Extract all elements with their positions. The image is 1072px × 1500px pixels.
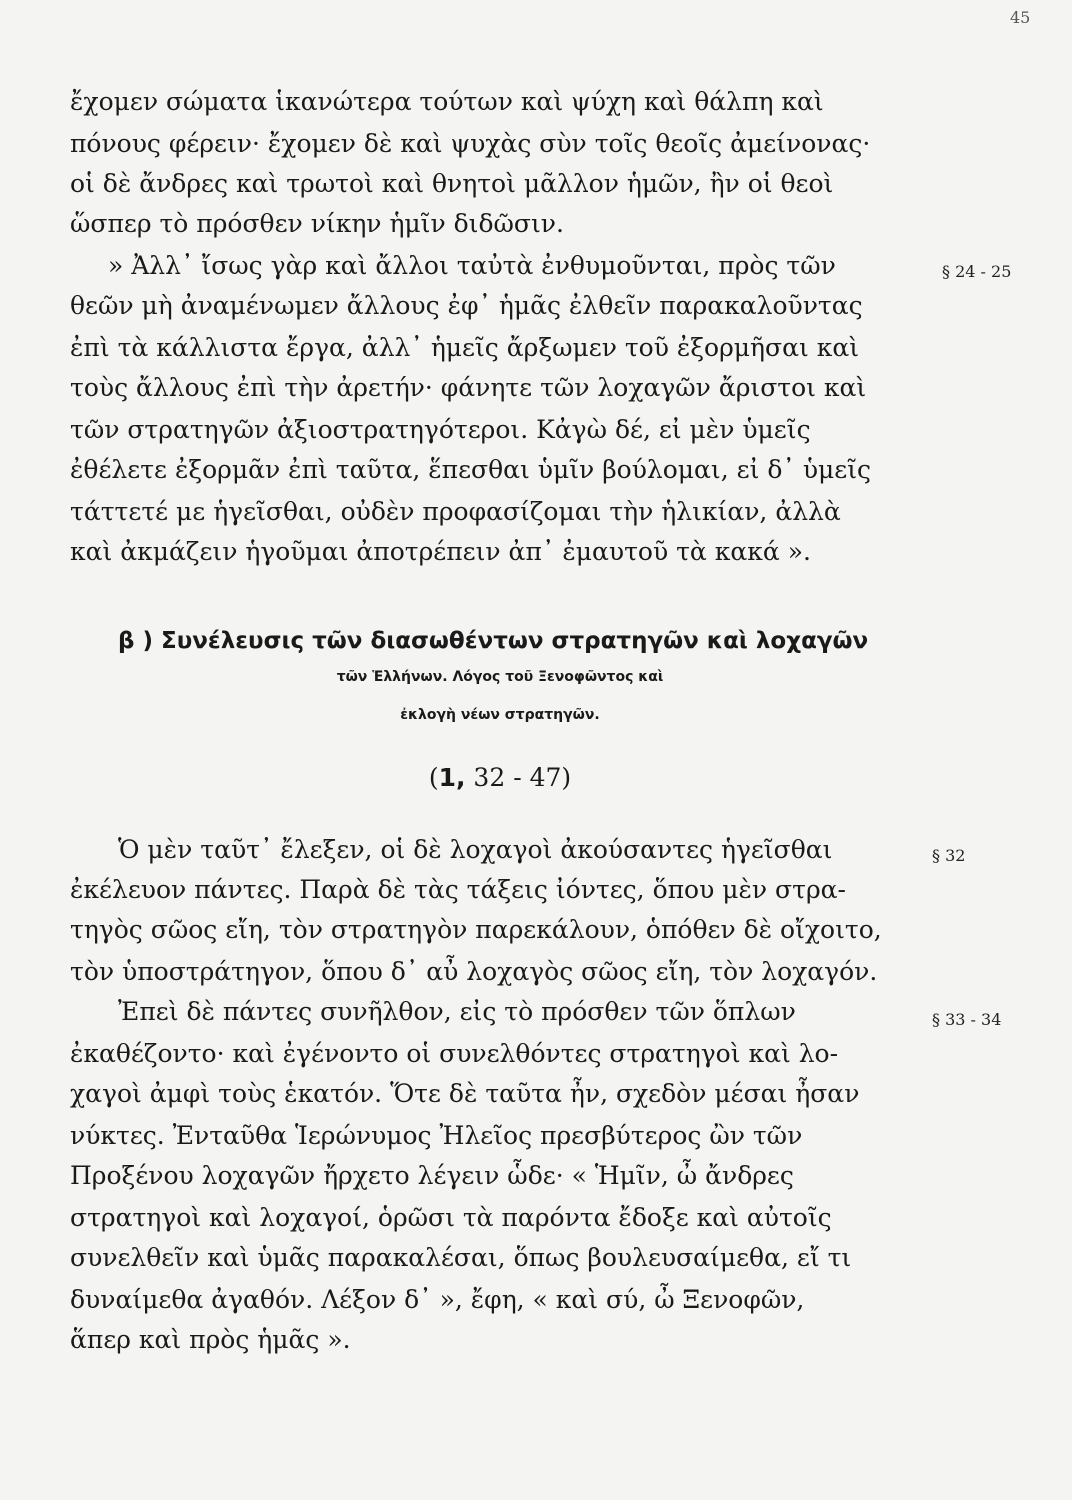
text-line: τοὺς ἄλλους ἐπὶ τὴν ἀρετήν· φάνητε τῶν λοχαγῶν ἄριστοι καὶ [70,373,867,402]
text-line: ἐκέλευον πάντες. Παρὰ δὲ τὰς τάξεις ἰόντες, ὅπου μὲν στρα- [70,875,846,904]
margin-reference: § 32 [932,846,966,865]
section-heading-line: τῶν Ἑλλήνων. Λόγος τοῦ Ξενοφῶντος καὶ [336,669,664,685]
text-line: » Ἀλλ᾽ ἴσως γὰρ καὶ ἄλλοι ταὐτὰ ἐνθυμοῦνται, πρὸς τῶν [108,251,836,280]
text-line: ὥσπερ τὸ πρόσθεν νίκην ἡμῖν διδῶσιν. [70,209,564,238]
margin-reference: § 33 - 34 [932,1010,1002,1029]
text-line: ἔχομεν σώματα ἱκανώτερα τούτων καὶ ψύχη καὶ θάλπη καὶ [70,87,824,116]
text-line: δυναίμεθα ἀγαθόν. Λέξον δ᾽ », ἔφη, « καὶ σύ, ὦ Ξενοφῶν, [70,1285,805,1314]
section-range-paragraphs: 32 - 47 [465,763,562,792]
page-number: 45 [1010,8,1031,27]
text-line: στρατηγοὶ καὶ λοχαγοί, ὁρῶσι τὰ παρόντα ἔδοξε καὶ αὐτοῖς [70,1203,832,1232]
text-line: τάττετέ με ἡγεῖσθαι, οὐδὲν προφασίζομαι τὴν ἡλικίαν, ἀλλὰ [70,497,841,526]
text-line: τῶν στρατηγῶν ἀξιοστρατηγότεροι. Κἀγὼ δέ, εἰ μὲν ὑμεῖς [70,415,811,444]
section-range-open: ( [428,763,439,792]
text-line: πόνους φέρειν· ἔχομεν δὲ καὶ ψυχὰς σὺν τοῖς θεοῖς ἀμείνονας· [70,129,871,158]
text-line: ἐκαθέζοντο· καὶ ἐγένοντο οἱ συνελθόντες στρατηγοὶ καὶ λο- [70,1039,839,1068]
margin-reference: § 24 - 25 [942,262,1012,281]
section-heading-line: ἐκλογὴ νέων στρατηγῶν. [400,707,600,723]
section-heading-line: β ) Συνέλευσις τῶν διασωθέντων στρατηγῶν καὶ λοχαγῶν [118,628,869,654]
text-line: τηγὸς σῶος εἴη, τὸν στρατηγὸν παρεκάλουν, ὁπόθεν δὲ οἴχοιτο, [70,915,882,944]
text-line: χαγοὶ ἀμφὶ τοὺς ἑκατόν. Ὅτε δὲ ταῦτα ἦν, σχεδὸν μέσαι ἦσαν [70,1079,860,1108]
section-range-close: ) [561,763,572,792]
section-range-book: 1, [438,763,466,792]
text-line: Ὁ μὲν ταῦτ᾽ ἔλεξεν, οἱ δὲ λοχαγοὶ ἀκούσαντες ἡγεῖσθαι [118,835,833,864]
text-line: καὶ ἀκμάζειν ἡγοῦμαι ἀποτρέπειν ἀπ᾽ ἐμαυτοῦ τὰ κακά ». [70,537,811,566]
text-line: συνελθεῖν καὶ ὑμᾶς παρακαλέσαι, ὅπως βουλευσαίμεθα, εἴ τι [70,1243,852,1272]
text-line: ἐπὶ τὰ κάλλιστα ἔργα, ἀλλ᾽ ἡμεῖς ἄρξωμεν τοῦ ἐξορμῆσαι καὶ [70,333,860,362]
text-line: ἐθέλετε ἐξορμᾶν ἐπὶ ταῦτα, ἕπεσθαι ὑμῖν βούλομαι, εἰ δ᾽ ὑμεῖς [70,455,872,484]
text-line: οἱ δὲ ἄνδρες καὶ τρωτοὶ καὶ θνητοὶ μᾶλλον ἡμῶν, ἢν οἱ θεοὶ [70,169,834,198]
text-line: νύκτες. Ἐνταῦθα Ἱερώνυμος Ἠλεῖος πρεσβύτερος ὢν τῶν [70,1121,803,1150]
text-line: Ἐπεὶ δὲ πάντες συνῆλθον, εἰς τὸ πρόσθεν τῶν ὅπλων [118,997,796,1026]
text-line: ἅπερ καὶ πρὸς ἡμᾶς ». [70,1325,351,1354]
text-line: θεῶν μὴ ἀναμένωμεν ἄλλους ἐφ᾽ ἡμᾶς ἐλθεῖν παρακαλοῦντας [70,291,863,320]
section-range [0,762,1000,794]
text-line: τὸν ὑποστράτηγον, ὅπου δ᾽ αὖ λοχαγὸς σῶος εἴη, τὸν λοχαγόν. [70,957,878,986]
text-line: Προξένου λοχαγῶν ἤρχετο λέγειν ὧδε· « Ἡμῖν, ὦ ἄνδρες [70,1161,794,1190]
